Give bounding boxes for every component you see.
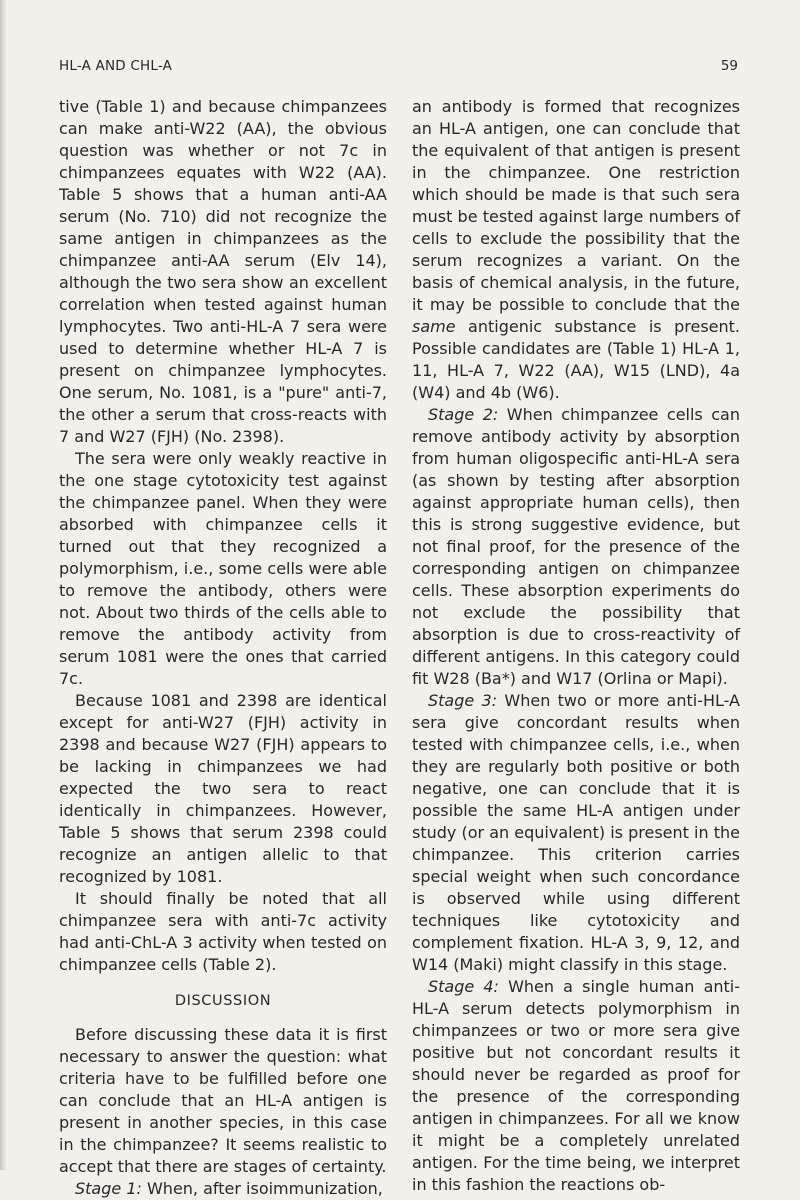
stage-3-label: Stage 3: [428, 691, 498, 710]
stage-1-continued-text: an antibody is formed that recognizes an HL-A antigen, one can conclude that the equivalent of that antigen is present in the chimpanzee. One restriction which should be made is that such sera must be tested against large numbers of cells to exclude the possibility that the serum recognizes a variant. On the basis of chemical analysis, in the future, it may be possible to conclude that the [412, 97, 740, 314]
paragraph-stage-3 [412, 690, 740, 976]
page-edge-shadow [0, 0, 7, 1170]
paragraph-stage-4 [412, 976, 740, 1196]
right-column [412, 96, 740, 1196]
stage-4-text: When a single human anti-HL-A serum detects polymorphism in chimpanzees or two or more sera give positive but not concordant results it should never be regarded as proof for the presence of the corresponding antigen in chimpanzees. For all we know it might be a completely unrelated antigen. For the time being, we interpret in this fashion the reactions ob- [412, 977, 741, 1194]
stage-3-text: When two or more anti-HL-A sera give concordant results when tested with chimpanzee cells, i.e., when they are regularly both positive or both negative, one can conclude that it is possible the same HL-A antigen under study (or an equivalent) is present in the chimpanzee. This criterion carries special weight when such concordance is observed while using different techniques like cytotoxicity and complement fixation. HL-A 3, 9, 12, and W14 (Maki) might classify in this stage. [412, 691, 740, 974]
page-number: 59 [720, 58, 738, 74]
left-column [59, 96, 387, 1200]
stage-4-label: Stage 4: [428, 977, 499, 996]
stage-2-text: When chimpanzee cells can remove antibody activity by absorption from human oligospecific anti-HL-A sera (as shown by testing after absorption against appropriate human cells), then this is strong suggestive evidence, but not final proof, for the presence of the corresponding antigen on chimpanzee cells. These absorption experiments do not exclude the possibility that absorption is due to cross-reactivity of different antigens. In this category could fit W28 (Ba*) and W17 (Orlina or Mapi). [412, 405, 741, 688]
section-heading-discussion: DISCUSSION [174, 993, 272, 1009]
stage-2-label: Stage 2: [428, 405, 499, 424]
paragraph-final-note: It should finally be noted that all chimpanzee sera with anti-7c activity had anti-ChL-A 3 activity when tested on chimpanzee cells (Table 2). [59, 889, 387, 974]
running-title: HL-A AND CHL-A [59, 58, 173, 74]
emphasis-same: same [412, 317, 456, 336]
paragraph-stage-1-continued [412, 96, 740, 404]
stage-1-label: Stage 1: [75, 1179, 142, 1198]
paragraph-continued: tive (Table 1) and because chimpanzees can make anti-W22 (AA), the obvious question was whether or not 7c in chimpanzees equates with W22 (AA). Table 5 shows that a human anti-AA serum (No. 710) did not recognize the same antigen in chimpanzees as the chimpanzee anti-AA serum (Elv 14), although the two sera show an excellent correlation when tested against human lymphocytes. Two anti-HL-A 7 sera were used to determine whether HL-A 7 is present on chimpanzee lymphocytes. One serum, No. 1081, is a "pure" anti-7, the other a serum that cross-reacts with 7 and W27 (FJH) (No. 2398). [59, 97, 387, 446]
paragraph-stage-1-start [59, 1178, 387, 1200]
paragraph-absorption: The sera were only weakly reactive in the one stage cytotoxicity test against the chimpanzee panel. When they were absorbed with chimpanzee cells it turned out that they recognized a polymorphism, i.e., some cells were able to remove the antibody, others were not. About two thirds of the cells able to remove the antibody activity from serum 1081 were the ones that carried 7c. [59, 449, 387, 688]
paragraph-sera-comparison: Because 1081 and 2398 are identical except for anti-W27 (FJH) activity in 2398 and because W27 (FJH) appears to be lacking in chimpanzees we had expected the two sera to react identically in chimpanzees. However, Table 5 shows that serum 2398 could recognize an antigen allelic to that recognized by 1081. [59, 691, 387, 886]
stage-1-continued-end: antigenic substance is present. Possible candidates are (Table 1) HL-A 1, 11, HL-A 7, W22 (AA), W15 (LND), 4a (W4) and 4b (W6). [412, 317, 740, 402]
stage-1-text: When, after isoimmunization, [141, 1179, 383, 1198]
paragraph-discussion-intro: Before discussing these data it is first necessary to answer the question: what criteria have to be fulfilled before one can conclude that an HL-A antigen is present in another species, in this case in the chimpanzee? It seems realistic to accept that there are stages of certainty. [59, 1025, 387, 1176]
paragraph-stage-2 [412, 404, 740, 690]
